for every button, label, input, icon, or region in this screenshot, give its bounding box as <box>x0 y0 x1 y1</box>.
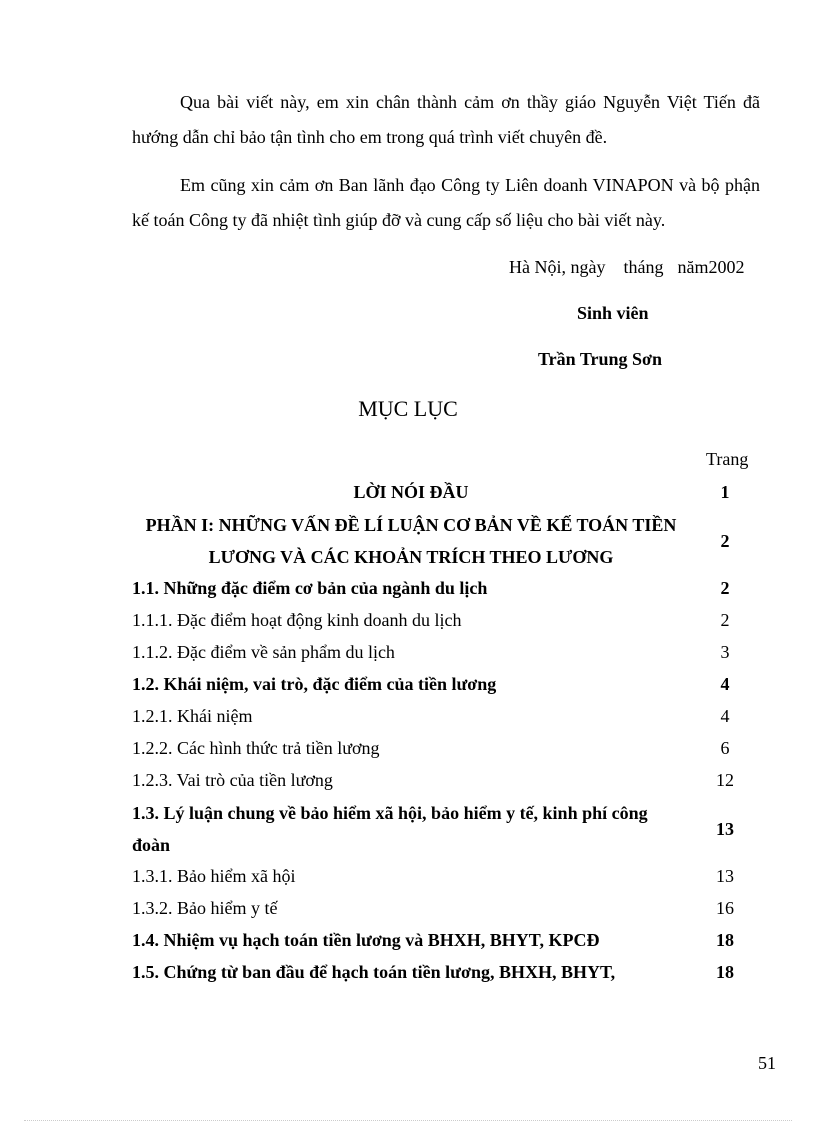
toc-entry-title: LỜI NÓI ĐẦU <box>353 481 469 502</box>
toc-entry-page: 4 <box>720 673 730 694</box>
signature-date-line: Hà Nội, ngày tháng năm2002 <box>509 257 745 277</box>
toc-entry-page: 18 <box>716 929 734 950</box>
signature-name: Trần Trung Sơn <box>538 349 663 369</box>
toc-entry-page: 2 <box>720 609 730 630</box>
toc-entry <box>132 576 760 600</box>
toc-entry-page: 6 <box>720 737 730 758</box>
toc-entry-page: 18 <box>716 961 734 982</box>
toc-entry-title: 1.3.2. Bảo hiểm y tế <box>132 897 278 918</box>
toc-entry <box>132 509 760 573</box>
toc-entry-page: 2 <box>720 577 730 598</box>
toc-entry-title: 1.5. Chứng từ ban đầu để hạch toán tiền lương, BHXH, BHYT, <box>132 961 616 982</box>
toc-entry <box>132 896 760 920</box>
toc-entry <box>132 960 760 984</box>
toc-entry <box>132 768 760 792</box>
toc-entry <box>132 798 760 860</box>
toc-entry-title: 1.2.3. Vai trò của tiền lương <box>132 769 333 790</box>
page-number: 51 <box>758 1053 776 1073</box>
acknowledgement-paragraph-2: Em cũng xin cảm ơn Ban lãnh đạo Công ty Liên doanh VINAPON và bộ phận kế toán Công ty đã nhiệt tình giúp đỡ và cung cấp số liệu cho bài viết này. <box>132 175 760 230</box>
toc-entry-title: 1.2. Khái niệm, vai trò, đặc điểm của tiền lương <box>132 673 497 694</box>
toc-entry-page: 4 <box>720 705 730 726</box>
toc-entry <box>132 608 760 632</box>
toc-entry-title: 1.3.1. Bảo hiểm xã hội <box>132 865 296 886</box>
toc-entry-title: 1.2.2. Các hình thức trả tiền lương <box>132 737 380 758</box>
toc-entry-title: 1.2.1. Khái niệm <box>132 705 253 726</box>
toc-entry-page: 3 <box>720 641 730 662</box>
signature-role: Sinh viên <box>577 303 649 323</box>
toc-entry-title: 1.4. Nhiệm vụ hạch toán tiền lương và BHXH, BHYT, KPCĐ <box>132 929 600 950</box>
toc-entry-title: 1.1. Những đặc điểm cơ bản của ngành du lịch <box>132 577 488 598</box>
toc-entry-title: PHẦN I: NHỮNG VẤN ĐỀ LÍ LUẬN CƠ BẢN VỀ KẾ TOÁN TIỀN LƯƠNG VÀ CÁC KHOẢN TRÍCH THEO LƯƠNG <box>145 515 677 567</box>
toc-entry-page: 13 <box>716 818 734 839</box>
toc-title: MỤC LỤC <box>358 396 458 421</box>
toc-entry-title: 1.3. Lý luận chung về bảo hiểm xã hội, bảo hiểm y tế, kinh phí công đoàn <box>132 803 648 855</box>
toc-entry <box>132 480 760 504</box>
toc-entry <box>132 640 760 664</box>
toc-entry-page: 13 <box>716 865 734 886</box>
toc-entry-page: 1 <box>720 481 730 502</box>
page-bottom-divider <box>24 1120 792 1121</box>
toc-entry <box>132 736 760 760</box>
toc-entry <box>132 672 760 696</box>
toc-entry-page: 12 <box>716 769 734 790</box>
toc-entry <box>132 704 760 728</box>
toc-entry-title: 1.1.1. Đặc điểm hoạt động kinh doanh du lịch <box>132 609 462 630</box>
acknowledgement-paragraph-1: Qua bài viết này, em xin chân thành cảm ơn thầy giáo Nguyễn Việt Tiến đã hướng dẫn chỉ bảo tận tình cho em trong quá trình viết chuyên đề. <box>132 92 760 147</box>
toc-page-column-header: Trang <box>706 449 749 469</box>
toc-entry-title: 1.1.2. Đặc điểm về sản phẩm du lịch <box>132 641 395 662</box>
toc-entry-page: 16 <box>716 897 734 918</box>
toc-entry <box>132 864 760 888</box>
toc-entry-page: 2 <box>720 530 730 551</box>
toc-entry <box>132 928 760 952</box>
